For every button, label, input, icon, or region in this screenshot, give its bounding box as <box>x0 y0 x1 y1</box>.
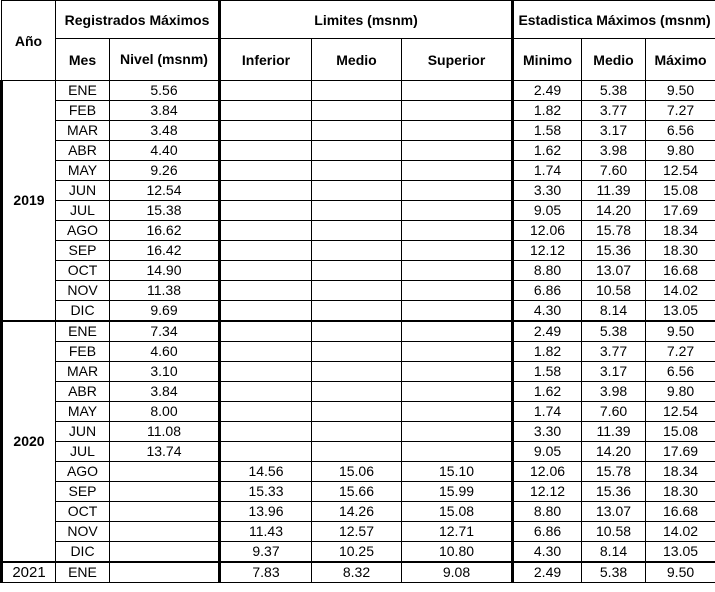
est-maximo-cell: 9.50 <box>646 81 715 101</box>
limite-inferior-cell <box>220 201 312 221</box>
limite-superior-cell <box>402 442 513 462</box>
limite-medio-cell <box>312 301 402 322</box>
header-mes: Mes <box>56 39 110 81</box>
nivel-cell: 3.84 <box>110 382 220 402</box>
est-minimo-cell: 2.49 <box>513 81 582 101</box>
est-medio-cell: 5.38 <box>582 81 646 101</box>
nivel-cell: 8.00 <box>110 402 220 422</box>
limite-inferior-cell <box>220 301 312 322</box>
month-cell: ENE <box>56 562 110 583</box>
month-cell: OCT <box>56 261 110 281</box>
header-maximo: Máximo <box>646 39 715 81</box>
est-minimo-cell: 4.30 <box>513 542 582 563</box>
est-maximo-cell: 16.68 <box>646 261 715 281</box>
table-row <box>2 462 715 482</box>
est-maximo-cell: 17.69 <box>646 442 715 462</box>
nivel-cell: 11.38 <box>110 281 220 301</box>
est-medio-cell: 10.58 <box>582 281 646 301</box>
limite-medio-cell <box>312 402 402 422</box>
est-medio-cell: 14.20 <box>582 201 646 221</box>
table-row <box>2 321 715 342</box>
limite-medio-cell <box>312 362 402 382</box>
limite-superior-cell <box>402 181 513 201</box>
est-minimo-cell: 6.86 <box>513 522 582 542</box>
header-superior: Superior <box>402 39 513 81</box>
limite-superior-cell: 9.08 <box>402 562 513 583</box>
limite-inferior-cell <box>220 442 312 462</box>
est-maximo-cell: 6.56 <box>646 362 715 382</box>
month-cell: FEB <box>56 342 110 362</box>
limite-inferior-cell <box>220 402 312 422</box>
nivel-cell: 15.38 <box>110 201 220 221</box>
est-minimo-cell: 12.06 <box>513 462 582 482</box>
est-minimo-cell: 1.74 <box>513 402 582 422</box>
est-minimo-cell: 1.82 <box>513 101 582 121</box>
limite-inferior-cell <box>220 181 312 201</box>
est-medio-cell: 15.78 <box>582 462 646 482</box>
est-medio-cell: 11.39 <box>582 181 646 201</box>
limite-medio-cell <box>312 422 402 442</box>
nivel-cell: 3.48 <box>110 121 220 141</box>
month-cell: ENE <box>56 321 110 342</box>
table-row <box>2 161 715 181</box>
est-medio-cell: 15.36 <box>582 241 646 261</box>
est-maximo-cell: 14.02 <box>646 281 715 301</box>
limite-medio-cell <box>312 281 402 301</box>
est-medio-cell: 3.98 <box>582 141 646 161</box>
header-medio: Medio <box>312 39 402 81</box>
year-cell: 2021 <box>2 562 56 583</box>
est-medio-cell: 11.39 <box>582 422 646 442</box>
nivel-cell: 3.84 <box>110 101 220 121</box>
table-row <box>2 141 715 161</box>
est-minimo-cell: 1.58 <box>513 121 582 141</box>
est-maximo-cell: 9.50 <box>646 562 715 583</box>
limite-inferior-cell <box>220 141 312 161</box>
nivel-cell: 7.34 <box>110 321 220 342</box>
month-cell: DIC <box>56 542 110 563</box>
est-maximo-cell: 7.27 <box>646 101 715 121</box>
month-cell: JUN <box>56 181 110 201</box>
est-minimo-cell: 1.62 <box>513 141 582 161</box>
month-cell: MAY <box>56 161 110 181</box>
limite-medio-cell: 15.06 <box>312 462 402 482</box>
header-estadistica: Estadistica Máximos (msnm) <box>513 1 715 39</box>
est-maximo-cell: 15.08 <box>646 181 715 201</box>
month-cell: ABR <box>56 382 110 402</box>
limite-inferior-cell: 11.43 <box>220 522 312 542</box>
table-row <box>2 261 715 281</box>
month-cell: AGO <box>56 221 110 241</box>
table-row <box>2 281 715 301</box>
limite-superior-cell <box>402 261 513 281</box>
header-limites: Limites (msnm) <box>220 1 513 39</box>
est-minimo-cell: 2.49 <box>513 562 582 583</box>
limite-superior-cell <box>402 201 513 221</box>
month-cell: SEP <box>56 482 110 502</box>
limite-superior-cell <box>402 161 513 181</box>
limite-medio-cell <box>312 141 402 161</box>
month-cell: ABR <box>56 141 110 161</box>
month-cell: FEB <box>56 101 110 121</box>
month-cell: JUL <box>56 442 110 462</box>
limite-medio-cell <box>312 81 402 101</box>
est-maximo-cell: 16.68 <box>646 502 715 522</box>
limite-superior-cell <box>402 121 513 141</box>
limite-superior-cell <box>402 101 513 121</box>
month-cell: JUN <box>56 422 110 442</box>
limite-superior-cell: 15.10 <box>402 462 513 482</box>
month-cell: NOV <box>56 522 110 542</box>
limite-medio-cell <box>312 181 402 201</box>
month-cell: MAY <box>56 402 110 422</box>
table-row <box>2 402 715 422</box>
year-cell: 2020 <box>2 321 56 562</box>
est-medio-cell: 13.07 <box>582 502 646 522</box>
year-cell: 2019 <box>2 81 56 322</box>
limite-superior-cell <box>402 81 513 101</box>
month-cell: DIC <box>56 301 110 322</box>
est-medio-cell: 3.98 <box>582 382 646 402</box>
nivel-cell <box>110 562 220 583</box>
limite-superior-cell: 15.99 <box>402 482 513 502</box>
limite-inferior-cell <box>220 342 312 362</box>
table-row <box>2 241 715 261</box>
est-medio-cell: 8.14 <box>582 301 646 322</box>
limite-superior-cell <box>402 301 513 322</box>
limite-medio-cell <box>312 201 402 221</box>
limite-inferior-cell <box>220 382 312 402</box>
nivel-cell <box>110 522 220 542</box>
limite-superior-cell <box>402 362 513 382</box>
est-minimo-cell: 8.80 <box>513 261 582 281</box>
nivel-cell: 16.42 <box>110 241 220 261</box>
month-cell: AGO <box>56 462 110 482</box>
limite-medio-cell <box>312 161 402 181</box>
limite-superior-cell <box>402 402 513 422</box>
est-minimo-cell: 2.49 <box>513 321 582 342</box>
est-minimo-cell: 1.58 <box>513 362 582 382</box>
limite-superior-cell <box>402 342 513 362</box>
est-maximo-cell: 13.05 <box>646 542 715 563</box>
nivel-cell: 4.60 <box>110 342 220 362</box>
nivel-cell <box>110 462 220 482</box>
table-row <box>2 121 715 141</box>
limite-inferior-cell <box>220 321 312 342</box>
est-minimo-cell: 12.06 <box>513 221 582 241</box>
est-minimo-cell: 8.80 <box>513 502 582 522</box>
limite-inferior-cell <box>220 362 312 382</box>
nivel-cell: 14.90 <box>110 261 220 281</box>
limite-superior-cell <box>402 382 513 402</box>
est-medio-cell: 15.36 <box>582 482 646 502</box>
limite-inferior-cell <box>220 261 312 281</box>
month-cell: ENE <box>56 81 110 101</box>
nivel-cell: 3.10 <box>110 362 220 382</box>
limite-inferior-cell: 9.37 <box>220 542 312 563</box>
limite-inferior-cell <box>220 241 312 261</box>
est-medio-cell: 3.77 <box>582 101 646 121</box>
est-maximo-cell: 12.54 <box>646 402 715 422</box>
limite-medio-cell <box>312 342 402 362</box>
limite-medio-cell: 15.66 <box>312 482 402 502</box>
limite-inferior-cell <box>220 101 312 121</box>
est-minimo-cell: 1.62 <box>513 382 582 402</box>
limite-medio-cell <box>312 121 402 141</box>
header-anio: Año <box>2 1 56 81</box>
est-medio-cell: 3.17 <box>582 362 646 382</box>
table-row <box>2 201 715 221</box>
est-medio-cell: 10.58 <box>582 522 646 542</box>
est-medio-cell: 3.77 <box>582 342 646 362</box>
est-minimo-cell: 3.30 <box>513 422 582 442</box>
est-minimo-cell: 4.30 <box>513 301 582 322</box>
limite-medio-cell: 8.32 <box>312 562 402 583</box>
est-maximo-cell: 9.80 <box>646 382 715 402</box>
header-registrados: Registrados Máximos <box>56 1 220 39</box>
est-minimo-cell: 3.30 <box>513 181 582 201</box>
nivel-cell <box>110 502 220 522</box>
limite-inferior-cell <box>220 422 312 442</box>
table-body <box>2 81 715 583</box>
month-cell: MAR <box>56 121 110 141</box>
month-cell: OCT <box>56 502 110 522</box>
limite-inferior-cell <box>220 281 312 301</box>
nivel-cell <box>110 482 220 502</box>
est-maximo-cell: 9.80 <box>646 141 715 161</box>
est-maximo-cell: 13.05 <box>646 301 715 322</box>
est-minimo-cell: 1.82 <box>513 342 582 362</box>
limite-medio-cell <box>312 442 402 462</box>
limite-medio-cell: 10.25 <box>312 542 402 563</box>
est-maximo-cell: 17.69 <box>646 201 715 221</box>
table-row <box>2 101 715 121</box>
limite-inferior-cell <box>220 221 312 241</box>
est-medio-cell: 3.17 <box>582 121 646 141</box>
table-row <box>2 422 715 442</box>
limite-medio-cell <box>312 241 402 261</box>
nivel-cell: 5.56 <box>110 81 220 101</box>
limite-medio-cell <box>312 221 402 241</box>
limite-inferior-cell: 14.56 <box>220 462 312 482</box>
month-cell: MAR <box>56 362 110 382</box>
est-maximo-cell: 12.54 <box>646 161 715 181</box>
est-medio-cell: 13.07 <box>582 261 646 281</box>
est-medio-cell: 8.14 <box>582 542 646 563</box>
nivel-cell: 11.08 <box>110 422 220 442</box>
table-row <box>2 522 715 542</box>
header-medio-est: Medio <box>582 39 646 81</box>
est-maximo-cell: 14.02 <box>646 522 715 542</box>
limite-inferior-cell: 13.96 <box>220 502 312 522</box>
limite-inferior-cell: 7.83 <box>220 562 312 583</box>
limite-inferior-cell: 15.33 <box>220 482 312 502</box>
nivel-cell: 9.26 <box>110 161 220 181</box>
est-maximo-cell: 18.30 <box>646 482 715 502</box>
header-nivel: Nivel (msnm) <box>110 39 220 81</box>
table-row <box>2 342 715 362</box>
est-maximo-cell: 18.34 <box>646 462 715 482</box>
table-row <box>2 562 715 583</box>
table-row <box>2 382 715 402</box>
limite-superior-cell <box>402 321 513 342</box>
limite-superior-cell <box>402 241 513 261</box>
limite-superior-cell <box>402 141 513 161</box>
est-medio-cell: 5.38 <box>582 321 646 342</box>
table-row <box>2 81 715 101</box>
est-minimo-cell: 1.74 <box>513 161 582 181</box>
est-maximo-cell: 9.50 <box>646 321 715 342</box>
nivel-cell: 12.54 <box>110 181 220 201</box>
limite-superior-cell: 10.80 <box>402 542 513 563</box>
est-medio-cell: 7.60 <box>582 402 646 422</box>
header-inferior: Inferior <box>220 39 312 81</box>
table-row <box>2 542 715 563</box>
est-maximo-cell: 6.56 <box>646 121 715 141</box>
limite-superior-cell <box>402 281 513 301</box>
limite-medio-cell: 14.26 <box>312 502 402 522</box>
table-row <box>2 362 715 382</box>
est-medio-cell: 7.60 <box>582 161 646 181</box>
table-row <box>2 502 715 522</box>
est-maximo-cell: 15.08 <box>646 422 715 442</box>
nivel-cell: 13.74 <box>110 442 220 462</box>
limite-superior-cell <box>402 422 513 442</box>
est-minimo-cell: 9.05 <box>513 442 582 462</box>
limite-medio-cell: 12.57 <box>312 522 402 542</box>
month-cell: SEP <box>56 241 110 261</box>
limite-superior-cell <box>402 221 513 241</box>
limite-medio-cell <box>312 261 402 281</box>
limite-inferior-cell <box>220 161 312 181</box>
nivel-cell: 4.40 <box>110 141 220 161</box>
nivel-cell: 16.62 <box>110 221 220 241</box>
table-row <box>2 181 715 201</box>
nivel-cell: 9.69 <box>110 301 220 322</box>
month-cell: JUL <box>56 201 110 221</box>
limite-inferior-cell <box>220 121 312 141</box>
est-maximo-cell: 18.30 <box>646 241 715 261</box>
nivel-cell <box>110 542 220 563</box>
est-maximo-cell: 7.27 <box>646 342 715 362</box>
est-maximo-cell: 18.34 <box>646 221 715 241</box>
limite-medio-cell <box>312 382 402 402</box>
est-minimo-cell: 12.12 <box>513 241 582 261</box>
est-medio-cell: 15.78 <box>582 221 646 241</box>
est-medio-cell: 5.38 <box>582 562 646 583</box>
limite-superior-cell: 12.71 <box>402 522 513 542</box>
header-minimo: Minimo <box>513 39 582 81</box>
limite-medio-cell <box>312 101 402 121</box>
month-cell: NOV <box>56 281 110 301</box>
limite-medio-cell <box>312 321 402 342</box>
table-row <box>2 301 715 322</box>
est-medio-cell: 14.20 <box>582 442 646 462</box>
est-minimo-cell: 9.05 <box>513 201 582 221</box>
table-row <box>2 482 715 502</box>
est-minimo-cell: 6.86 <box>513 281 582 301</box>
table-row <box>2 221 715 241</box>
limite-inferior-cell <box>220 81 312 101</box>
limite-superior-cell: 15.08 <box>402 502 513 522</box>
table-row <box>2 442 715 462</box>
est-minimo-cell: 12.12 <box>513 482 582 502</box>
